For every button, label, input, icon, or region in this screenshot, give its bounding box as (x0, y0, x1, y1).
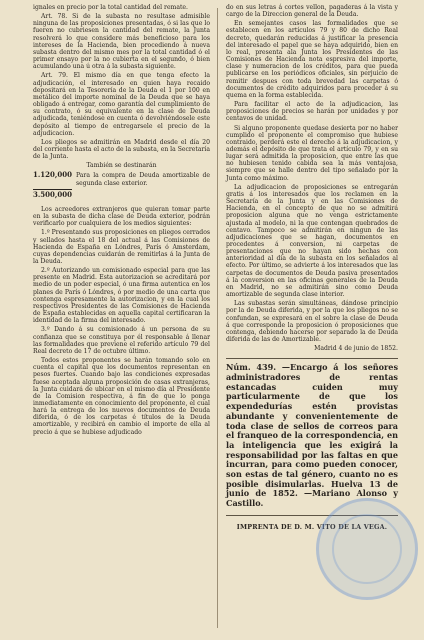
official-notice: Núm. 439. —Encargo á los señores administradores de rentas estancadas cuiden muy particularmente de que los expendedurías estén provistas abundante y convenientemente de toda clase de sellos de correos para el franqueo de la correspondencia, en la inteligencia que les exigirá la responsabilidad por las faltas en que incurran, para como pueden conocer, son estas de tal género, cuanto no es posible disimularlas. Huelva 13 de junio de 1852. —Mariano Alonso y Castillo. (226, 362, 398, 509)
paragraph: 1.º Presentando sus proposiciones en pliegos cerrados y sellados hasta el 18 del actual á las Comisiones de Hacienda de España en Lóndres, París ó Amsterdam, cuyas dependencias cuidarán de remitirlas á la Junta de la Deuda. (33, 229, 210, 265)
paragraph: En semejantes casos las formalidades que se establecen en los artículos 79 y 80 de dicho Real decreto, quedarán reducidas á justificar la presencia del interesado el papel que se haya adquirido, bien en lo real, presenta ala Junta los Presidentes de las Comisiones de Hacienda nota espresiva del importe, clase y numeracion de los créditos, para que pueda publicarse en los periódicos oficiales, sin perjuicio de remitir despues con toda brevedad las carpetas ó documentos de crédito adquiridos para proceder á su quema en la forma establecida. (226, 20, 398, 99)
paragraph: 3.º Dando á su comisionado á un persona de su confianza que se constituya por él responsable á llenar las formalidades que previene el referido artículo 79 del Real decreto de 17 de octubre último. (33, 326, 210, 355)
paragraph: Art. 78. Si de la subasta no resultase admisible ninguna de las proposiciones presentadas, ó si las que lo fueren no cubriesen la cantidad del remate, la Junta resolverá lo que considere más beneficioso para los intereses de la Hacienda, bien procediendo á nueva subasta dentro del mismo mes por la total cantidad ó el primer ensayo por la no cubierta en el segundo, ó bien acumulando una ú otra á la subasta siguiente. (33, 13, 210, 71)
paragraph: La adjudicacion de proposiciones se entregarán gratis á los interesados que los reclamen en la Secretaría de la Junta y en las Comisiones de Hacienda, en el concepto de que no se admitirá proposicion alguna que no venga estrictamente ajustada al modelo, ni la que contengan quebrados de centavo. Tampoco se admitirán en ningun de las adjudicaciones que se hagan, documentos en procedentes á conversion, ni carpetas de presentaciones que no hayan sido hechas con anterioridad al día de la subasta en los señalados al efecto. Por último, se advierte á los interesados que las carpetas de documentos de Deuda pasiva presentados á la conversion en las oficinas generales de la Deuda en Madrid, no se admitirán sino como Deuda amortizable de segunda clase interior. (226, 183, 398, 299)
paragraph: También se destinarán (86, 162, 157, 170)
separator-rule (226, 358, 398, 359)
dateline: Madrid 4 de junio de 1852. (314, 345, 398, 353)
amount-line (33, 171, 210, 186)
library-stamp (316, 498, 418, 600)
column-divider (217, 8, 218, 628)
amount-value: 1.120,000 (33, 170, 72, 180)
paragraph: Todos estos proponentes se harán tomando solo en cuenta el capital que los documentos representan en pesos fuertes. Cuando bajo las condiciones expresadas fuese aceptada alguna proposición de casas extranjeras, la Junta cuidará de ubicar en el mismo día al Presidente de la Comision respectiva, á fin de que lo ponga inmediatamente en conocimiento del proponente, el cual hará la entrega de los nuevos documentos de Deuda diferida, ó de los carpetas é títulos de la Deuda amortizable, y recibirá en cambio el importe de ella al precio á que se hubiese adjudicado (33, 357, 210, 436)
paragraph: Las subastas serán simultáneas, dándose principio por la de Deuda diferida, y por la que los pliegos no se confundan, se expresará en el sobre la clase de Deuda á que corresponde la proposicion ó proposiciones que contenga, debiendo hacerse por separado la de Deuda diferida de las de Amortizable. (226, 300, 398, 344)
left-column (33, 4, 210, 438)
stamp-inner-ring (332, 514, 402, 584)
right-column (226, 4, 398, 531)
paragraph: 2.º Autorizando un comisionado especial para que las presente en Madrid. Esta autorizacion se acreditará por medio de un poder especial, ó una firma autentica en los planes de París ó Lóndres, ó por medio de una carta que contenga espresamente la autorizacion, y en la cual los respectivos Presidentes de las Comisiones de Hacienda de España establecidas en aquella capital certificaran la identidad de la firma del interesado. (33, 267, 210, 325)
paragraph: Si alguno proponente quedase desierta por no haber cumplido el proponente el compromiso que hubiese contraido, perderá este el derecho á la adjudicacion, y además el depósito de que trata el artículo 79, y en su lugar será admitida la proposicion, que entre las que no hubiesen tenido cabida sea la más ventajosa, siempre que se halle dentro del tipo señalado por la Junta como máximo. (226, 124, 398, 182)
amount-description: Para la compra de Deuda amortizable de segunda clase exterior. (75, 172, 210, 187)
paragraph: Los pliegos se admitirán en Madrid desde el día 20 del corriente hasta el acto de la subasta, en la Secretaría de la Junta. (33, 138, 210, 161)
paragraph: Los acreedores extranjeros que quieran tomar parte en la subasta de dicha clase de Deuda exterior, podrán verificarlo por cualquiera de los medios siguientes: (33, 205, 210, 228)
printer-imprint: IMPRENTA DE D. M. VITO DE LA VEGA. (236, 522, 388, 531)
paragraph: Art. 79. El mismo día en que tenga efecto la adjudicación, el interesado en quien haya recaido depositará en la Tesorería de la Deuda el 1 por 100 en metálico del importe nominal de la Deuda que se haya obligado á entregar, como garantía del cumplimiento de su contrato, ó su equivalente en la clase de Deuda adjudicada, teniéndose en cuenta ó devolviéndosele este depósito al tiempo de entregarsele el precio de la adjudicacion. (33, 72, 210, 137)
paragraph: ignales en precio por la total cantidad del remate. (33, 4, 188, 11)
total-amount: 3.500,000 (33, 189, 72, 199)
paragraph: do en sus letras á cortes vellon, pagaderas á la vista y cargo de la Direccion general de la Deuda. (226, 4, 398, 19)
paragraph: Para facilitar el acto de la adjudicacion, las proposiciones de precios se harán por unidades y por centavos de unidad. (226, 101, 398, 123)
